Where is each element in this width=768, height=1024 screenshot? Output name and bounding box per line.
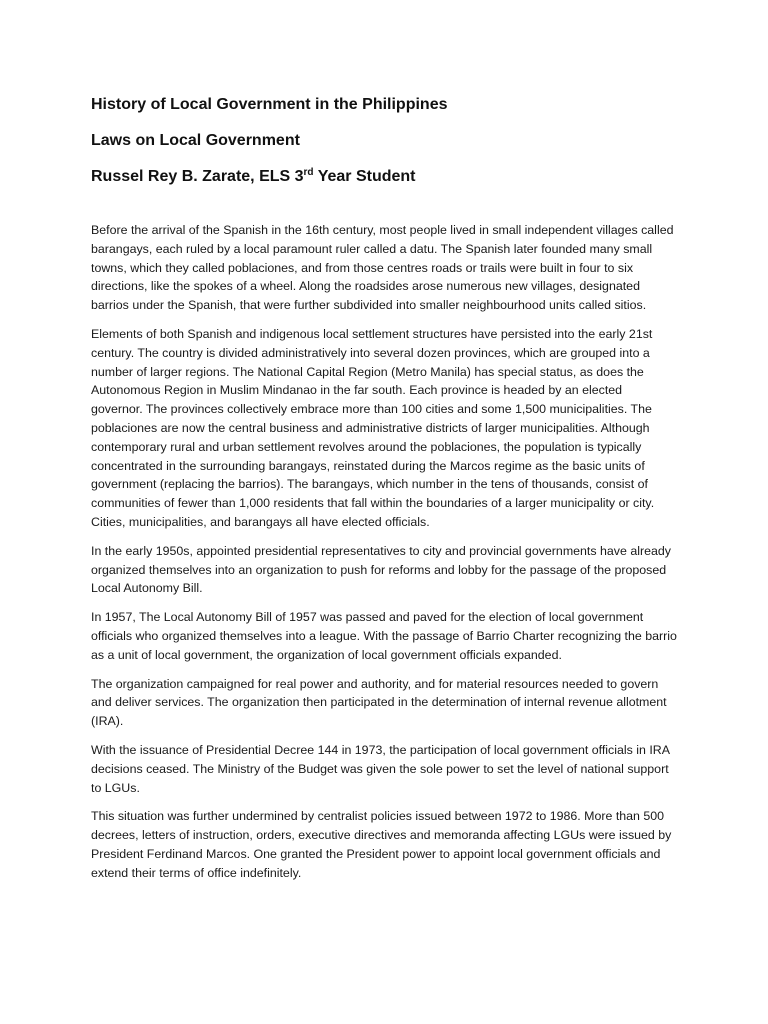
paragraph-4: In 1957, The Local Autonomy Bill of 1957 was passed and paved for the election of local government officials who organized themselves into a league. With the passage of Barrio Charter recognizing the barrio as a unit of local government, the organization of local government officials expanded.	[91, 610, 677, 662]
document-header	[91, 95, 677, 187]
paragraph-7: This situation was further undermined by centralist policies issued between 1972 to 1986. More than 500 decrees, letters of instruction, orders, executive directives and memoranda affecting LGUs were issued by President Ferdinand Marcos. One granted the President power to appoint local government officials and extend their terms of office indefinitely.	[91, 809, 672, 880]
document-author-line	[91, 167, 677, 187]
paragraph-6: With the issuance of Presidential Decree 144 in 1973, the participation of local government officials in IRA decisions ceased. The Ministry of the Budget was given the sole power to set the level of national support to LGUs.	[91, 742, 670, 795]
document-page	[91, 95, 677, 893]
paragraph-3: In the early 1950s, appointed presidential representatives to city and provincial governments have already organized themselves into an organization to push for reforms and lobby for the passage of the proposed Local Autonomy Bill.	[91, 543, 671, 596]
document-body	[91, 221, 677, 883]
author-name: Russel Rey B. Zarate, ELS 3	[91, 168, 304, 185]
document-subtitle: Laws on Local Government	[91, 132, 300, 149]
paragraph-5: The organization campaigned for real power and authority, and for material resources needed to govern and deliver services. The organization then participated in the determination of internal revenue allotment (IRA).	[91, 676, 667, 729]
paragraph-2: Elements of both Spanish and indigenous local settlement structures have persisted into the early 21st century. The country is divided administratively into several dozen provinces, which are grouped into a number of larger regions. The National Capital Region (Metro Manila) has special status, as does the Autonomous Region in Muslim Mindanao in the far south. Each province is headed by an elected governor. The provinces collectively embrace more than 100 cities and some 1,500 municipalities. The poblaciones are now the central business and administrative districts of larger municipalities. Although contemporary rural and urban settlement revolves around the poblaciones, the population is typically concentrated in the surrounding barangays, reinstated during the Marcos regime as the basic units of government (replacing the barrios). The barangays, which number in the tens of thousands, consist of communities of fewer than 1,000 residents that fall within the boundaries of a larger municipality or city. Cities, municipalities, and barangays all have elected officials.	[91, 326, 655, 529]
author-role: Year Student	[313, 168, 416, 185]
paragraph-1: Before the arrival of the Spanish in the 16th century, most people lived in small independent villages called barangays, each ruled by a local paramount ruler called a datu. The Spanish later founded many small towns, which they called poblaciones, and from those centres roads or trails were built in four to six directions, like the spokes of a wheel. Along the roadsides arose numerous new villages, designated barrios under the Spanish, that were further subdivided into smaller neighbourhood units called sitios.	[91, 223, 674, 313]
author-ordinal-suffix: rd	[303, 167, 314, 178]
document-title: History of Local Government in the Philippines	[91, 96, 448, 113]
